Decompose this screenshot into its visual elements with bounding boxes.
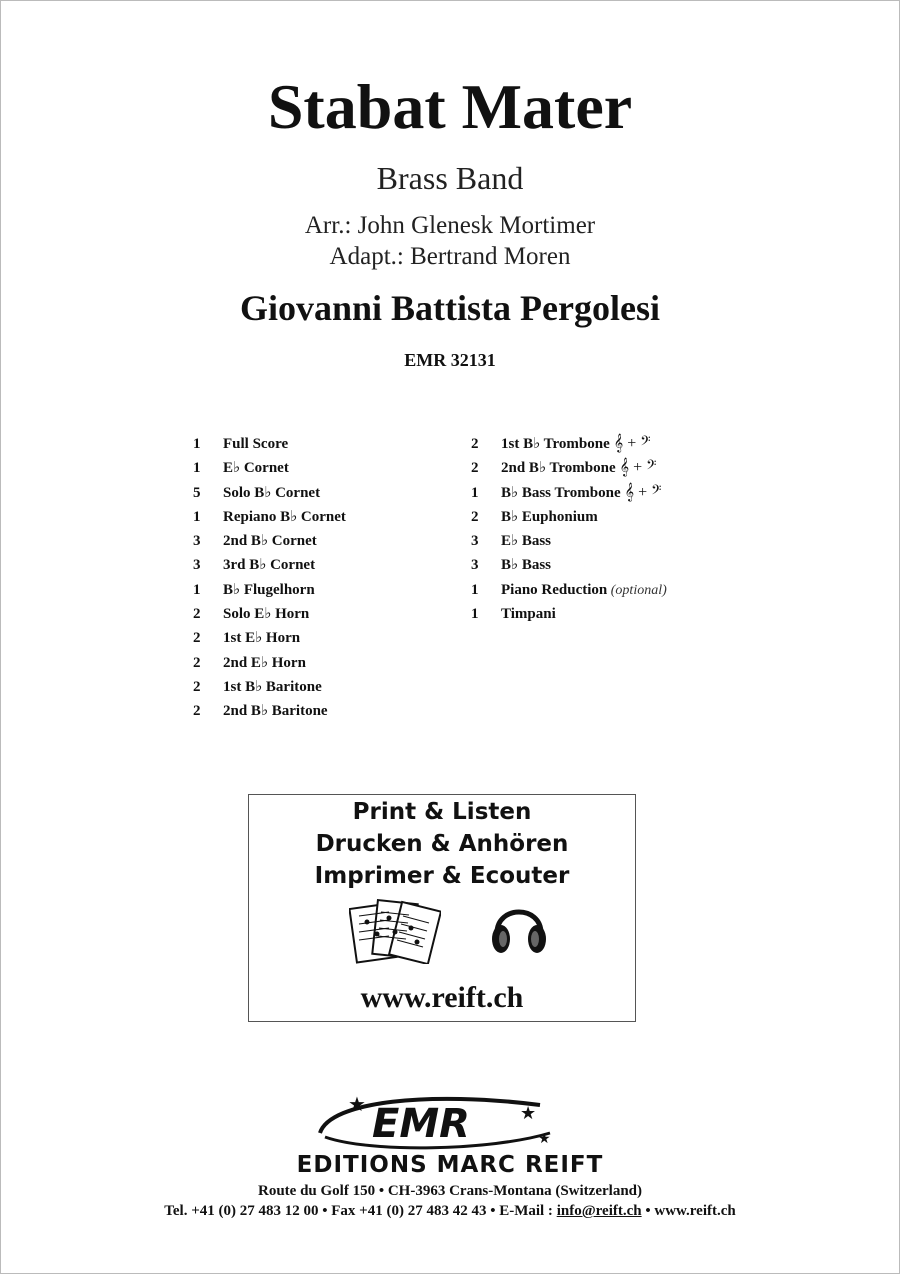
part-name — [501, 602, 556, 626]
part-name — [501, 456, 656, 480]
part-name — [501, 578, 667, 603]
part-quantity: 2 — [193, 678, 201, 695]
contact-email-link[interactable]: info@reift.ch — [556, 1203, 642, 1219]
headphones-icon — [489, 895, 549, 965]
part-quantity: 1 — [193, 460, 201, 477]
part-quantity: 3 — [471, 557, 479, 574]
part-name — [223, 578, 315, 602]
part-name-text: 2nd E♭ Horn — [223, 654, 306, 671]
part-name — [223, 626, 300, 650]
publisher-contact — [0, 1203, 900, 1220]
catalog-number: EMR 32131 — [404, 350, 496, 370]
promo-line-3: Imprimer & Ecouter — [314, 863, 570, 889]
part-name — [501, 432, 651, 456]
part-name-text: E♭ Bass — [501, 533, 552, 550]
promo-line-2: Drucken & Anhören — [315, 831, 569, 857]
part-name — [223, 456, 289, 480]
part-name — [223, 675, 322, 699]
part-name-text: 2nd B♭ Trombone — [501, 460, 616, 477]
part-quantity: 2 — [471, 508, 479, 525]
logo-text: EMR — [372, 1101, 470, 1147]
part-quantity: 2 — [193, 703, 201, 720]
part-name — [501, 553, 551, 577]
svg-text:★: ★ — [520, 1103, 537, 1123]
part-name — [501, 505, 598, 529]
part-name-text: 2nd B♭ Cornet — [223, 533, 317, 550]
page-title: Stabat Mater — [267, 71, 633, 142]
part-name — [223, 481, 320, 505]
part-name-text: B♭ Bass Trombone — [501, 484, 621, 501]
part-name — [223, 651, 306, 675]
svg-text:★: ★ — [348, 1094, 366, 1116]
part-name — [501, 529, 551, 553]
part-name — [501, 481, 661, 505]
contact-phone-fax: Tel. +41 (0) 27 483 12 00 • Fax +41 (0) 27 483 42 43 • E-Mail : — [164, 1203, 557, 1219]
promo-url[interactable]: www.reift.ch — [360, 981, 524, 1014]
part-quantity: 3 — [193, 533, 201, 550]
part-quantity: 3 — [471, 533, 479, 550]
part-name-text: Repiano B♭ Cornet — [223, 508, 346, 525]
part-name-text: Solo B♭ Cornet — [223, 484, 321, 501]
part-name — [223, 505, 346, 529]
adapter: Adapt.: Bertrand Moren — [329, 243, 571, 270]
clef-icon: 𝄞 + 𝄢 — [615, 459, 657, 477]
part-name — [223, 529, 317, 553]
part-quantity: 5 — [193, 484, 201, 501]
part-name-text: 1st E♭ Horn — [223, 630, 301, 647]
composer: Giovanni Battista Pergolesi — [240, 288, 660, 328]
print-listen-box — [248, 794, 636, 1022]
part-quantity: 2 — [193, 654, 201, 671]
part-quantity: 1 — [471, 606, 479, 623]
part-name-text: Timpani — [501, 606, 556, 623]
svg-text:★: ★ — [538, 1132, 551, 1147]
part-name — [223, 699, 328, 723]
part-name-text: Full Score — [223, 436, 289, 452]
part-name-text: Piano Reduction — [501, 581, 608, 598]
part-name-text: B♭ Euphonium — [501, 508, 598, 525]
part-name — [223, 553, 315, 577]
part-quantity: 2 — [471, 436, 479, 452]
arranger: Arr.: John Glenesk Mortimer — [304, 212, 596, 239]
sheet-music-icon — [349, 898, 441, 968]
part-name-text: B♭ Flugelhorn — [223, 581, 315, 598]
part-quantity: 2 — [471, 460, 479, 477]
part-name-text: 2nd B♭ Baritone — [223, 703, 328, 720]
part-name — [223, 432, 288, 456]
subtitle: Brass Band — [376, 160, 524, 196]
part-quantity: 2 — [193, 606, 201, 623]
publisher-name: EDITIONS MARC REIFT — [296, 1152, 604, 1178]
promo-line-1: Print & Listen — [352, 799, 532, 825]
part-name-text: 1st B♭ Baritone — [223, 678, 322, 695]
optional-note: (optional) — [607, 582, 667, 598]
part-quantity: 1 — [193, 436, 201, 452]
part-quantity: 2 — [193, 630, 201, 647]
part-name-text: B♭ Bass — [501, 557, 552, 574]
part-name — [223, 602, 309, 626]
part-quantity: 1 — [471, 581, 479, 598]
publisher-address: Route du Golf 150 • CH-3963 Crans-Montana (Switzerland) — [258, 1183, 642, 1199]
part-name-text: 1st B♭ Trombone — [501, 436, 610, 452]
clef-icon: 𝄞 + 𝄢 — [620, 483, 662, 501]
part-quantity: 1 — [471, 484, 479, 501]
part-quantity: 3 — [193, 557, 201, 574]
part-quantity: 1 — [193, 508, 201, 525]
part-name-text: E♭ Cornet — [223, 460, 289, 477]
clef-icon: 𝄞 + 𝄢 — [609, 435, 651, 452]
part-name-text: Solo E♭ Horn — [223, 606, 310, 623]
emr-logo — [310, 1093, 590, 1158]
contact-web: • www.reift.ch — [641, 1203, 736, 1219]
part-name-text: 3rd B♭ Cornet — [223, 557, 316, 574]
part-quantity: 1 — [193, 581, 201, 598]
